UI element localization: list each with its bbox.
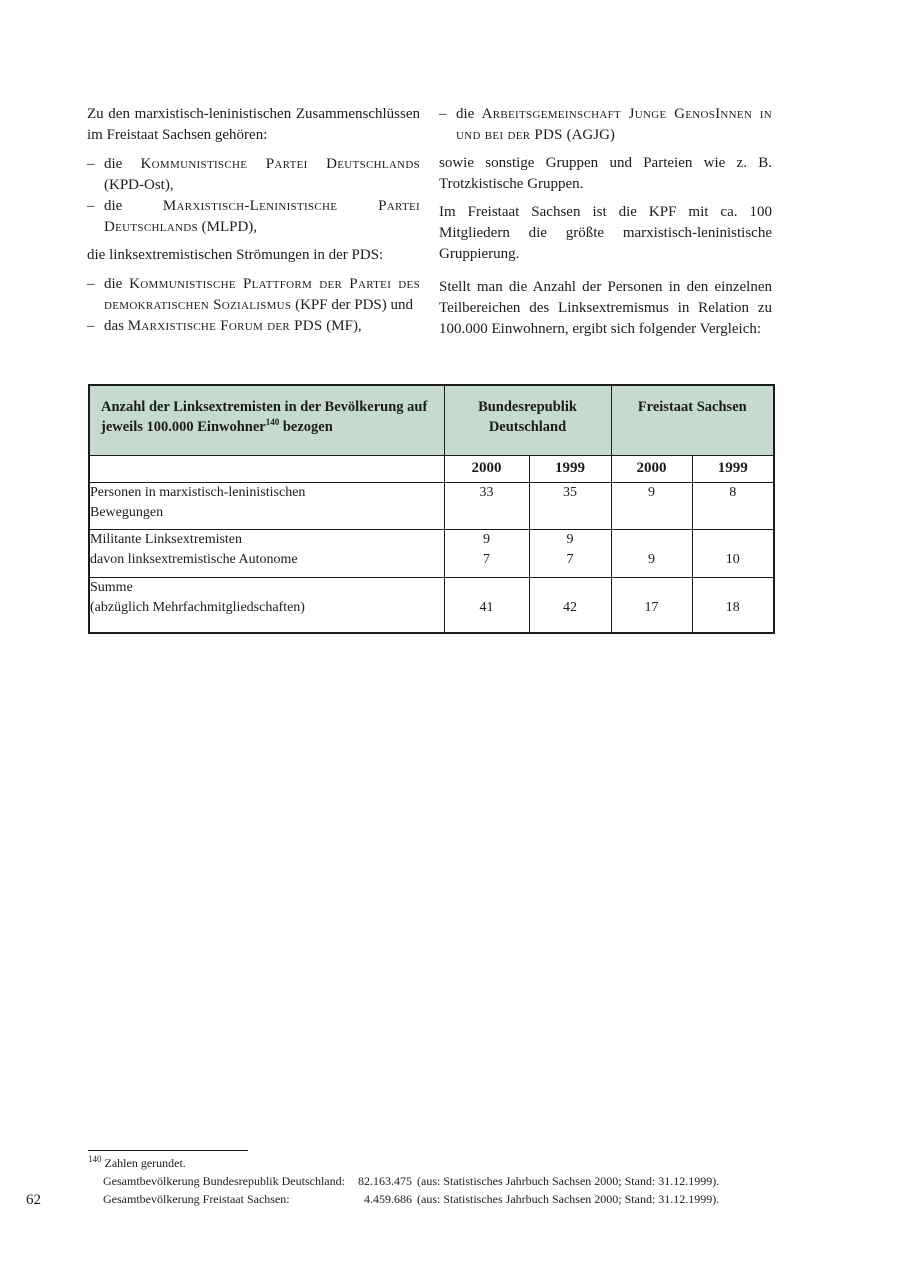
footnote-block [88,1150,848,1208]
value-cell [444,577,529,633]
value-cell [611,577,692,633]
value [693,530,774,550]
smallcaps-name: Marxistisch-Leninistische Partei Deutschlands [104,198,421,235]
value-cell [611,529,692,577]
year-header: 2000 [611,455,692,482]
footnote-label: Gesamtbevölkerung Bundesrepublik Deutschland: [103,1174,345,1188]
value [693,578,774,598]
right-column [439,104,772,347]
paragraph: Stellt man die Anzahl der Personen in den einzelnen Teilbereichen des Linksextremismus in Relation zu 100.000 Einwohnern, ergibt sich folgender Vergleich: [439,279,772,337]
table-row [89,577,774,633]
footnote-rule [88,1150,248,1151]
value: 9 [648,484,655,500]
paragraph: Im Freistaat Sachsen ist die KPF mit ca. 100 Mitgliedern die größte marxistisch-leninistische Gruppierung. [439,204,772,262]
smallcaps-name: Arbeitsgemeinschaft Junge GenosInnen in und bei der PDS [456,106,772,143]
value [612,503,692,523]
table-title-suffix: bezogen [279,419,333,435]
list-item [87,316,420,337]
value [445,503,529,523]
dash-list [87,274,420,337]
footnote-source: (aus: Statistisches Jahrbuch Sachsen 2000; Stand: 31.12.1999). [417,1192,720,1206]
value: 42 [563,599,577,615]
dash-marker: – [87,276,95,292]
row-label-line: Personen in marxistisch-leninistischen [90,484,306,500]
table-year-row [89,455,774,482]
statistics-table-container [88,384,775,634]
value-cell [692,529,774,577]
list-item [439,104,772,146]
body-text [87,104,773,347]
row-label-line: Militante Linksextremisten [90,531,243,547]
row-label-line: davon linksextremistische Autonome [90,551,298,567]
value: 35 [563,484,577,500]
column-group-bundesrepublik: Bundesrepublik Deutschland [444,385,611,455]
dash-marker: – [87,156,95,172]
value: 7 [483,551,490,567]
footnote-text [88,1154,848,1172]
footnote-source: (aus: Statistisches Jahrbuch Sachsen 2000; Stand: 31.12.1999). [417,1174,720,1188]
list-item-text: die Marxistisch-Leninistische Partei Deutschlands (MLPD), [104,198,421,235]
paragraph: Zu den marxistisch-leninistischen Zusammenschlüssen im Freistaat Sachsen gehören: [87,106,420,143]
smallcaps-name: Marxistische Forum der PDS [127,318,323,334]
statistics-table [88,384,775,634]
list-item [87,196,420,238]
paragraph: sowie sonstige Gruppen und Parteien wie z. B. Trotzkistische Gruppen. [439,155,772,192]
value-cell [529,482,611,529]
footnote-row [103,1190,848,1208]
footnote-row [103,1172,848,1190]
list-item-text: die Kommunistische Partei Deutschlands (KPD-Ost), [104,156,420,193]
value-cell [692,482,774,529]
value: 7 [566,551,574,567]
value: 9 [483,531,490,547]
value-cell [444,482,529,529]
footnote-marker: 140 [88,1154,102,1164]
smallcaps-name: Kommunistische Partei Deutschlands [140,156,420,172]
footnote-value: 82.163.475 [358,1174,412,1188]
table-title-cell [89,385,444,455]
table-title-footnote-ref: 140 [265,417,280,428]
value: 41 [479,599,494,615]
value [612,578,692,598]
paragraph: die linksextremistischen Strömungen in der PDS: [87,247,384,263]
empty-cell [89,455,444,482]
value [693,503,774,523]
value-cell [444,529,529,577]
value-cell [692,577,774,633]
value-cell [611,482,692,529]
list-item-text: das Marxistische Forum der PDS (MF), [104,318,362,334]
value: 9 [566,531,574,547]
value: 33 [479,484,494,500]
value [530,578,611,598]
row-label [89,482,444,529]
footnote-note: Zahlen gerundet. [104,1156,186,1170]
column-group-freistaat-sachsen: Freistaat Sachsen [611,385,774,455]
value [612,530,692,550]
year-header: 1999 [529,455,611,482]
page-number: 62 [26,1192,41,1208]
year-header: 2000 [444,455,529,482]
row-label-line: Summe [90,579,133,595]
list-item [87,274,420,316]
row-label [89,577,444,633]
table-header-row [89,385,774,455]
value [530,503,611,523]
dash-marker: – [87,318,95,334]
row-label-line: (abzüglich Mehrfachmitgliedschaften) [90,599,305,615]
dash-marker: – [439,106,447,122]
value: 17 [644,599,659,615]
list-item-text: die Kommunistische Plattform der Partei des demokratischen Sozialismus (KPF der PDS) und [104,276,420,313]
value: 8 [729,484,737,500]
footnote-label: Gesamtbevölkerung Freistaat Sachsen: [103,1192,290,1206]
value: 10 [725,551,740,567]
value-cell [529,577,611,633]
table-title: Anzahl der Linksextremisten in der Bevölkerung auf jeweils 100.000 Einwohner [101,399,428,435]
value-cell [529,529,611,577]
smallcaps-name: Kommunistische Plattform der Partei des demokratischen Sozialismus [104,276,420,313]
row-label-line: Bewegungen [90,504,164,520]
value [445,578,529,598]
dash-list [439,104,772,146]
left-column [87,104,420,347]
list-item-text: die Arbeitsgemeinschaft Junge GenosInnen in und bei der PDS (AGJG) [456,106,772,143]
dash-list [87,154,420,238]
value: 9 [648,551,655,567]
value: 18 [725,599,740,615]
year-header: 1999 [692,455,774,482]
dash-marker: – [87,198,95,214]
table-row [89,529,774,577]
row-label [89,529,444,577]
list-item [87,154,420,196]
table-row [89,482,774,529]
footnote-value: 4.459.686 [364,1192,412,1206]
